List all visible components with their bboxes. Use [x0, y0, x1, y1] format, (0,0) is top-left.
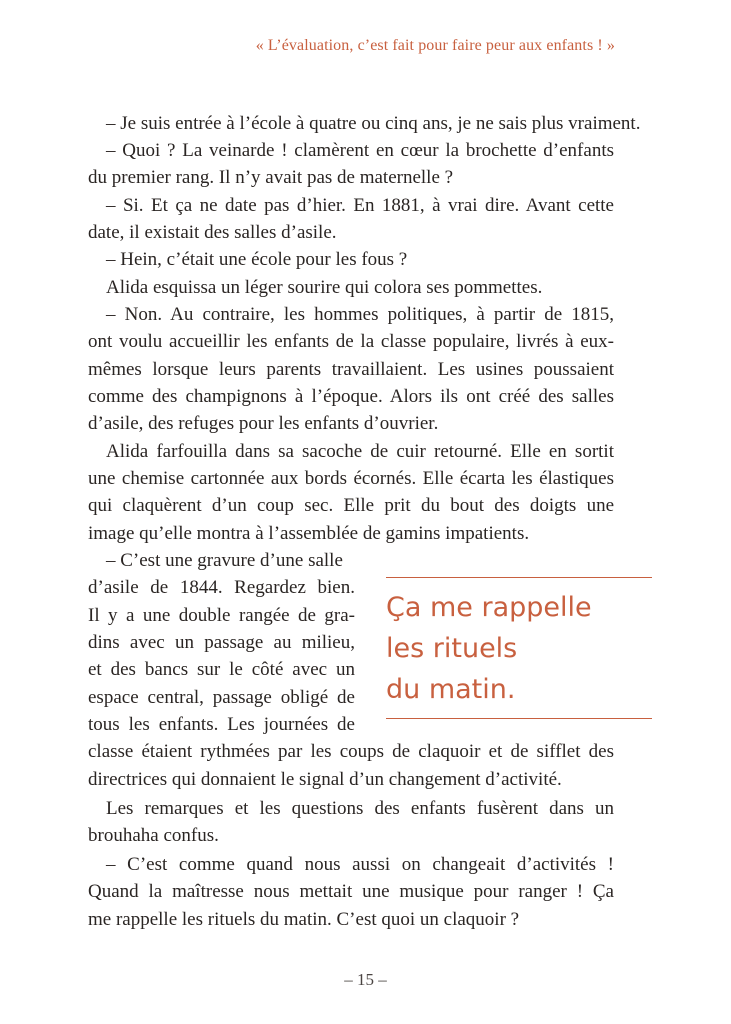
text-line: mêmes lorsque leurs parents travaillaient. Les usines poussaient — [88, 359, 614, 380]
text-line: – Hein, c’était une école pour les fous ? — [106, 249, 408, 270]
text-line: d’asile, des refuges pour les enfants d’ouvrier. — [88, 413, 439, 434]
text-line: image qu’elle montra à l’assemblée de gamins impatients. — [88, 523, 530, 544]
text-line: d’asile de 1844. Regardez bien. — [88, 577, 355, 598]
text-line: directrices qui donnaient le signal d’un changement d’activité. — [88, 769, 562, 790]
text-line: ont voulu accueillir les enfants de la classe populaire, livrés à eux- — [88, 331, 614, 352]
pull-quote-line: les rituels — [386, 633, 518, 664]
page-number: – 15 – — [344, 970, 387, 989]
text-line: Alida esquissa un léger sourire qui colora ses pommettes. — [106, 277, 543, 298]
pull-quote-line: du matin. — [386, 674, 516, 705]
text-line: classe étaient rythmées par les coups de claquoir et de sifflet des — [88, 741, 614, 762]
running-title: « L’évaluation, c’est fait pour faire peur aux enfants ! » — [255, 37, 615, 54]
text-line: – Non. Au contraire, les hommes politiques, à partir de 1815, — [106, 304, 614, 325]
text-line: qui claquèrent d’un coup sec. Elle prit du bout des doigts une — [88, 495, 614, 516]
pull-quote — [386, 577, 652, 719]
text-line: dins avec un passage au milieu, — [88, 632, 355, 653]
text-line: comme des champignons à l’époque. Alors ils ont créé des salles — [88, 386, 614, 407]
text-line: Il y a une double rangée de gra- — [88, 605, 355, 626]
text-line: date, il existait des salles d’asile. — [88, 222, 337, 243]
text-line: Alida farfouilla dans sa sacoche de cuir retourné. Elle en sortit — [106, 441, 614, 462]
text-line: une chemise cartonnée aux bords écornés. Elle écarta les élastiques — [88, 468, 614, 489]
text-line: me rappelle les rituels du matin. C’est quoi un claquoir ? — [88, 909, 520, 930]
pull-quote-line: Ça me rappelle — [386, 592, 592, 623]
text-line: – C’est comme quand nous aussi on changeait d’activités ! — [106, 854, 614, 875]
text-line: du premier rang. Il n’y avait pas de maternelle ? — [88, 167, 454, 188]
text-line: Les remarques et les questions des enfants fusèrent dans un — [106, 798, 614, 819]
text-line: – Quoi ? La veinarde ! clamèrent en cœur la brochette d’enfants — [106, 140, 614, 161]
text-line: – Je suis entrée à l’école à quatre ou cinq ans, je ne sais plus vraiment. — [106, 113, 641, 134]
text-line: tous les enfants. Les journées de — [88, 714, 355, 735]
text-line: et des bancs sur le côté avec un — [88, 659, 355, 680]
text-line: espace central, passage obligé de — [88, 687, 355, 708]
text-line: brouhaha confus. — [88, 825, 219, 846]
text-line: – C’est une gravure d’une salle — [106, 550, 343, 571]
text-line: Quand la maîtresse nous mettait une musique pour ranger ! Ça — [88, 881, 614, 902]
text-line: – Si. Et ça ne date pas d’hier. En 1881, à vrai dire. Avant cette — [106, 195, 614, 216]
